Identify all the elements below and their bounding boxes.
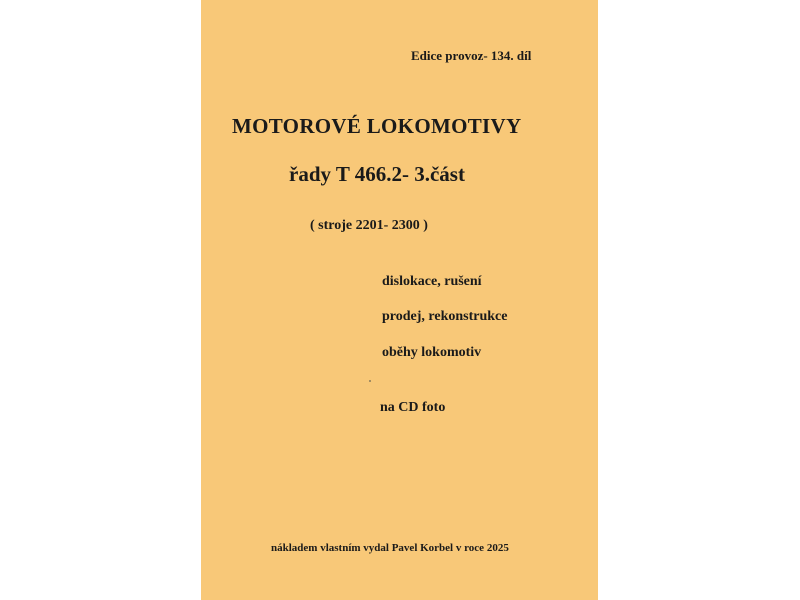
publisher-note: nákladem vlastním vydal Pavel Korbel v roce 2025 bbox=[271, 542, 509, 554]
topic-dislocation: dislokace, rušení bbox=[382, 274, 482, 289]
topic-circulation: oběhy lokomotiv bbox=[382, 345, 482, 360]
cd-note: na CD foto bbox=[380, 400, 446, 415]
topic-sale: prodej, rekonstrukce bbox=[382, 309, 508, 324]
series-note: Edice provoz- 134. díl bbox=[411, 48, 532, 63]
cover-subtitle: řady T 466.2- 3.část bbox=[289, 162, 465, 186]
locomotive-range: ( stroje 2201- 2300 ) bbox=[310, 218, 428, 233]
paper-speck bbox=[369, 380, 371, 382]
cover-title: MOTOROVÉ LOKOMOTIVY bbox=[232, 114, 522, 138]
book-cover bbox=[201, 0, 598, 600]
